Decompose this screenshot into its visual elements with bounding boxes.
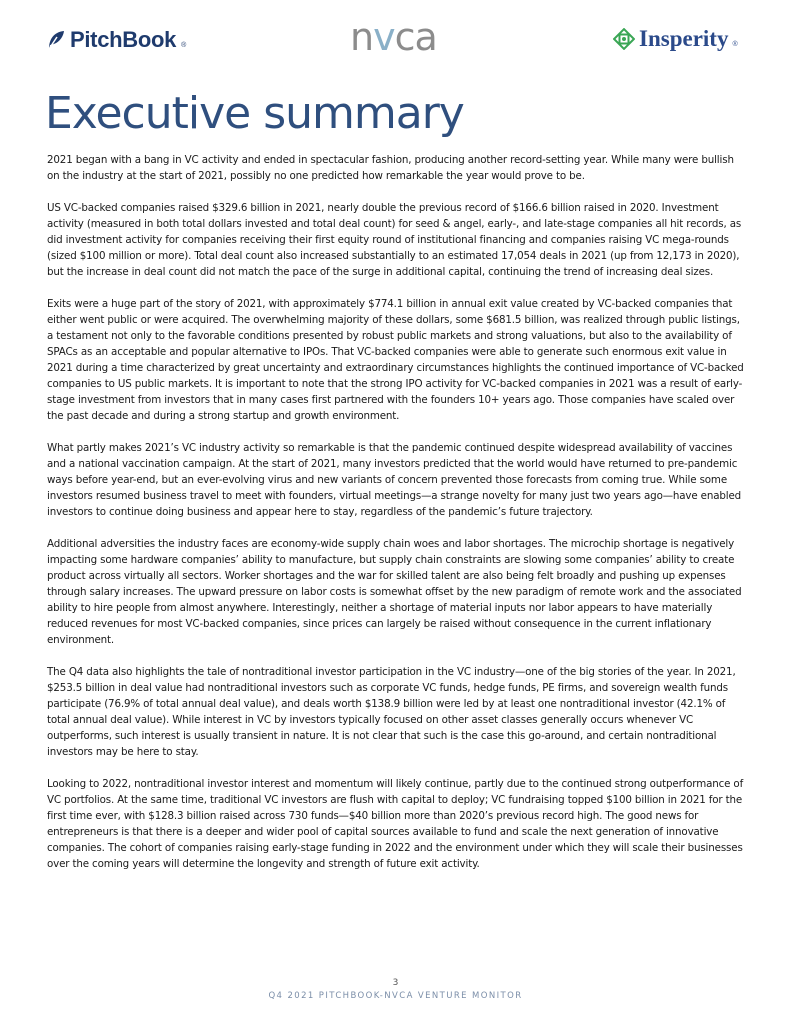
nvca-logo-ca: ca: [394, 15, 437, 59]
nvca-logo-n: n: [350, 15, 374, 59]
paragraph-3: Exits were a huge part of the story of 2021, with approximately $774.1 billion in annual exit value created by VC-backed companies that either went public or were acquired. The overwhelming majority of these dollars, some $681.5 billion, was realized through public listings, a testament not only to the favorable conditions presented by robust public markets and strong valuations, but also to the availability of SPACs as an acceptable and popular alternative to IPOs. That VC-backed companies were able to generate such enormous exit value in 2021 during a time characterized by great uncertainty and extraordinary circumstances highlights the continued importance of VC-backed companies to US public markets. It is important to note that the strong IPO activity for VC-backed companies in 2021 was a result of early-stage investment from investors that in many cases first partnered with the founders 10+ years ago. Those companies have scaled over the past decade and during a strong startup and growth environment.: [47, 298, 744, 422]
insperity-logo-text: Insperity: [639, 26, 729, 51]
page-number: 3: [392, 978, 399, 988]
publication-footer: Q4 2021 PITCHBOOK-NVCA VENTURE MONITOR: [268, 991, 523, 1001]
paragraph-7: Looking to 2022, nontraditional investor interest and momentum will likely continue, partly due to the continued strong outperformance of VC portfolios. At the same time, traditional VC investors are flush with capital to deploy; VC fundraising topped $100 billion in 2021 for the first time ever, with $128.3 billion raised across 730 funds—$40 billion more than 2020’s previous record high. The good news for entrepreneurs is that there is a deeper and wider pool of capital sources available to fund and scale the next generation of innovative companies. The cohort of companies raising early-stage funding in 2022 and the environment under which they will scale their businesses over the coming years will determine the longevity and strength of future exit activity.: [47, 778, 744, 870]
page-header: [0, 0, 791, 80]
page-title: Executive summary: [45, 88, 464, 139]
nvca-logo-v: v: [373, 15, 395, 59]
paragraph-1: 2021 began with a bang in VC activity and ended in spectacular fashion, producing another record-setting year. While many were bullish on the industry at the start of 2021, possibly no one predicted how remarkable the year would prove to be.: [47, 154, 734, 182]
pitchbook-leaf-icon: [46, 29, 66, 51]
pitchbook-reg-mark: ®: [181, 42, 187, 49]
insperity-tm-mark: ®: [732, 41, 738, 48]
paragraph-6: The Q4 data also highlights the tale of nontraditional investor participation in the VC industry—one of the big stories of the year. In 2021, $253.5 billion in deal value had nontraditional investors such as corporate VC funds, hedge funds, PE firms, and sovereign wealth funds participate (76.9% of total annual deal value), and deals worth $138.9 billion were led by at least one nontraditional investor (42.1% of total annual deal value). While interest in VC by investors typically focused on other asset classes generally occurs whenever VC outperforms, such interest is usually transient in nature. It is not clear that such is the case this go-around, and certain nontraditional investors may be here to stay.: [47, 666, 736, 758]
paragraph-2: US VC-backed companies raised $329.6 billion in 2021, nearly double the previous record of $166.6 billion raised in 2020. Investment activity (measured in both total dollars invested and total deal count) for seed & angel, early-, and late-stage companies all hit records, as did investment activity for companies receiving their first equity round of institutional financing and companies raising VC mega-rounds (sized $100 million or more). Total deal count also increased substantially to an estimated 17,054 deals in 2021 (up from 12,173 in 2020), but the increase in deal count did not match the pace of the surge in additional capital, continuing the trend of increasing deal sizes.: [47, 202, 742, 278]
summary-body: [47, 152, 747, 888]
pitchbook-logo: [46, 27, 186, 53]
insperity-emblem-icon: [613, 28, 635, 50]
pitchbook-logo-text: PitchBook: [70, 27, 177, 52]
paragraph-4: What partly makes 2021’s VC industry activity so remarkable is that the pandemic continued despite widespread availability of vaccines and a national vaccination campaign. At the start of 2021, many investors predicted that the world would have returned to pre-pandemic ways before year-end, but an ever-evolving virus and new variants of concern prevented those forecasts from coming true. While some investors resumed business travel to meet with founders, virtual meetings—a strange novelty for many just two years ago—have enabled investors to continue doing business and appear here to stay, regardless of the pandemic’s future trajectory.: [47, 442, 742, 518]
insperity-logo: [613, 26, 738, 52]
nvca-logo: [350, 15, 437, 59]
paragraph-5: Additional adversities the industry faces are economy-wide supply chain woes and labor shortages. The microchip shortage is negatively impacting some hardware companies’ ability to manufacture, but supply chain constraints are slowing some companies’ ability to create product across virtually all sectors. Worker shortages and the war for skilled talent are also being felt broadly and pushing up expenses through salary increases. The upward pressure on labor costs is somewhat offset by the new paradigm of remote work and the associated ability to hire people from almost anywhere. Interestingly, neither a shortage of material inputs nor labor appears to have materially reduced revenues for most VC-backed companies, since prices can largely be raised without consequence in the current inflationary environment.: [47, 538, 742, 646]
